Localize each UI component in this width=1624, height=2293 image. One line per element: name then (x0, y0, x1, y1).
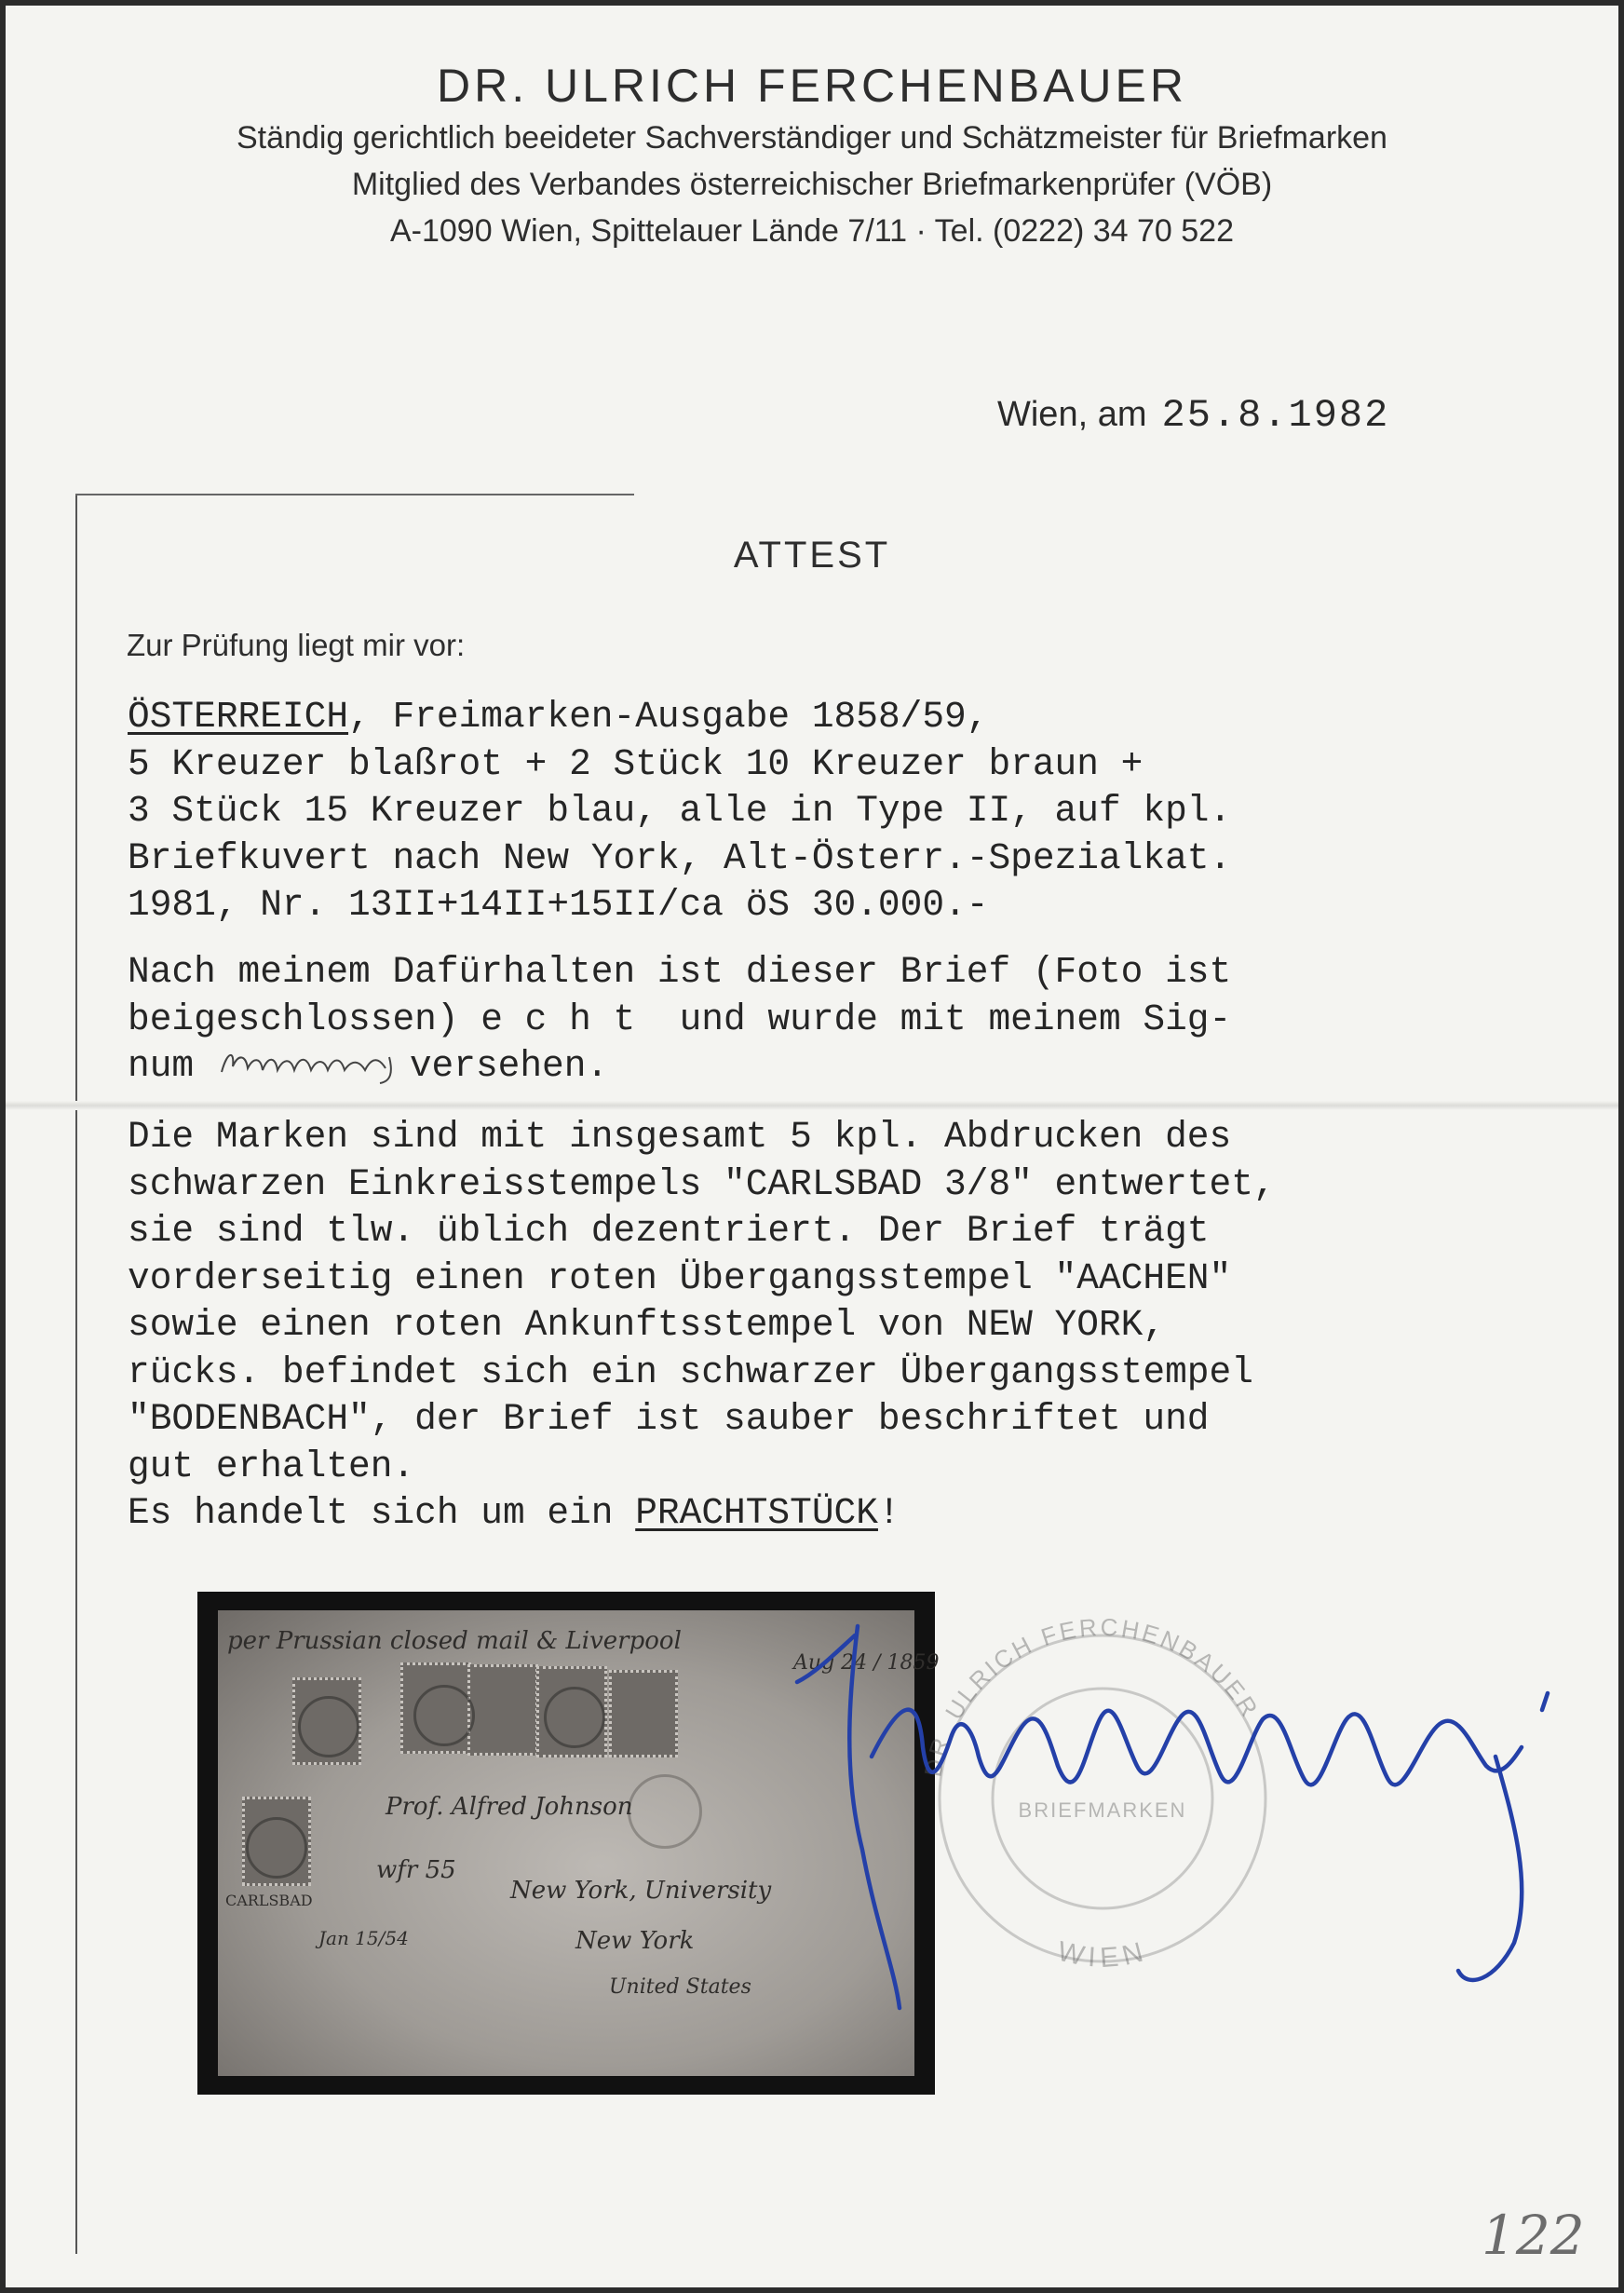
address-country: United States (609, 1975, 751, 1999)
date-place: Wien, am (997, 395, 1147, 434)
rate-note: wfr 55 (376, 1856, 456, 1884)
border-line-top (75, 494, 634, 495)
date-value: 25.8.1982 (1161, 393, 1390, 438)
intro-text: Zur Prüfung liegt mir vor: (127, 628, 466, 662)
cancel-postmark (246, 1817, 307, 1879)
date-note: Aug 24 / 1859 (793, 1651, 940, 1675)
border-line-left (75, 494, 77, 2254)
address-line: New York, University (510, 1877, 772, 1905)
quality-verdict: PRACHTSTÜCK (635, 1492, 878, 1534)
certificate-sheet (6, 6, 1618, 2287)
handwritten-lot-number: 122 (1482, 2204, 1585, 2267)
expert-seal (940, 1635, 1265, 1961)
stamp-10kr-2 (609, 1670, 678, 1757)
seal-outer-text: DR. ULRICH FERCHENBAUER (918, 1612, 1265, 1780)
backstamp-note: Jan 15/54 (318, 1927, 409, 1949)
cancel-postmark (544, 1687, 605, 1748)
route-note: per Prussian closed mail & Liverpool (227, 1627, 682, 1655)
cover-photo (197, 1592, 940, 2095)
expert-name: DR. ULRICH FERCHENBAUER (437, 60, 1187, 112)
country-name: ÖSTERREICH (128, 696, 349, 738)
addressee-name: Prof. Alfred Johnson (386, 1793, 633, 1821)
date-line (997, 393, 1389, 438)
stamp-15kr-2 (467, 1664, 538, 1756)
signum-signature (216, 1044, 410, 1085)
envelope-image (218, 1610, 940, 2076)
aachen-transit-mark (628, 1774, 702, 1849)
item-description: ÖSTERREICH, Freimarken-Ausgabe 1858/59, 5 Kreuzer blaßrot + 2 Stück 10 Kreuzer braun + 3 Stück 15 Kreuzer blau, alle in Type II, auf kpl. Briefkuvert nach New York, Alt-Österr.-Spezialkat. 1981, Nr. 13II+14II+15II/ca öS 30.000.- (128, 696, 1232, 926)
expert-membership: Mitglied des Verbandes österreichischer Briefmarkenprüfer (VÖB) (351, 167, 1273, 202)
address-city: New York (575, 1927, 695, 1955)
cancel-postmark (298, 1696, 359, 1757)
expert-address: A-1090 Wien, Spittelauer Lände 7/11 · Tel. (0222) 34 70 522 (389, 213, 1234, 249)
opinion-paragraph: Nach meinem Dafürhalten ist dieser Brief (Foto ist beigeschlossen) e c h t und wurde mit meinem Sig- num versehen. (128, 951, 1232, 1087)
seal-city-text: WIEN (1054, 1935, 1152, 1974)
seal-mid-text: BRIEFMARKEN (1018, 1798, 1187, 1822)
cancel-postmark (413, 1685, 475, 1746)
document-title: ATTEST (733, 535, 891, 576)
expert-qualification: Ständig gerichtlich beeideter Sachverständiger und Schätzmeister für Briefmarken (237, 120, 1387, 156)
letterhead (6, 57, 1618, 254)
paper-fold (6, 1101, 1618, 1110)
postmark-text: CARLSBAD (225, 1892, 313, 1909)
details-paragraph: Die Marken sind mit insgesamt 5 kpl. Abdrucken des schwarzen Einkreisstempels "CARLSBAD 3/8" entwertet, sie sind tlw. üblich dezentriert. Der Brief trägt vorderseitig einen roten Übergangsstempel "AACHEN" sowie einen roten Ankunftsstempel von NEW YORK, rücks. befindet sich ein schwarzer Übergangsstempel "BODENBACH", der Brief ist sauber beschriftet und gut erhalten. Es handelt sich um ein PRACHTSTÜCK! (128, 1116, 1276, 1534)
